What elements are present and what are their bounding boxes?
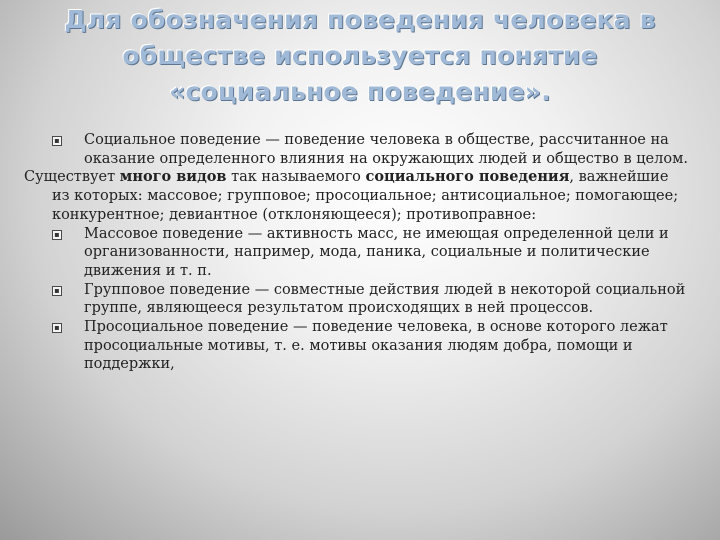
list-item	[52, 318, 688, 374]
list-item	[52, 225, 688, 281]
square-bullet-icon: ▪	[52, 230, 62, 240]
bold-phrase: много видов	[119, 168, 227, 186]
paragraph-text: так называемого	[226, 169, 366, 186]
paragraph-text: Существует	[24, 169, 120, 186]
title-line-2: обществе используется понятие	[122, 41, 598, 70]
paragraph-text: , важнейшие из которых: массовое; групповое; просоциальное; антисоциальное; помогающее; конкурентное; девиантное (отклоняющееся); противоправное:	[52, 169, 679, 223]
title-line-1: Для обозначения поведения человека в	[64, 5, 656, 34]
list-item-text: Групповое поведение — совместные действия людей в некоторой социальной группе, являющееся результатом происходящих в ней процессов.	[84, 281, 686, 317]
square-bullet-icon: ▪	[52, 136, 62, 146]
list-item-text: Социальное поведение — поведение человека в обществе, рассчитанное на оказание определенного влияния на окружающих людей и общество в целом.	[84, 132, 688, 167]
list-item	[52, 281, 688, 318]
square-bullet-icon: ▪	[52, 286, 62, 296]
square-bullet-icon: ▪	[52, 323, 62, 333]
list-item	[52, 131, 688, 168]
slide-title	[40, 2, 680, 110]
title-line-3: «социальное поведение».	[169, 77, 551, 106]
bold-phrase: социального поведения	[365, 168, 570, 186]
list-item-text: Массовое поведение — активность масс, не имеющая определенной цели и организованности, например, мода, паника, социальные и политические движения и т. п.	[84, 225, 669, 279]
paragraph-types	[24, 168, 688, 224]
slide-body	[24, 131, 688, 374]
list-item-text: Просоциальное поведение — поведение человека, в основе которого лежат просоциальные мотивы, т. е. мотивы оказания людям добра, помощи и поддержки,	[84, 319, 668, 373]
